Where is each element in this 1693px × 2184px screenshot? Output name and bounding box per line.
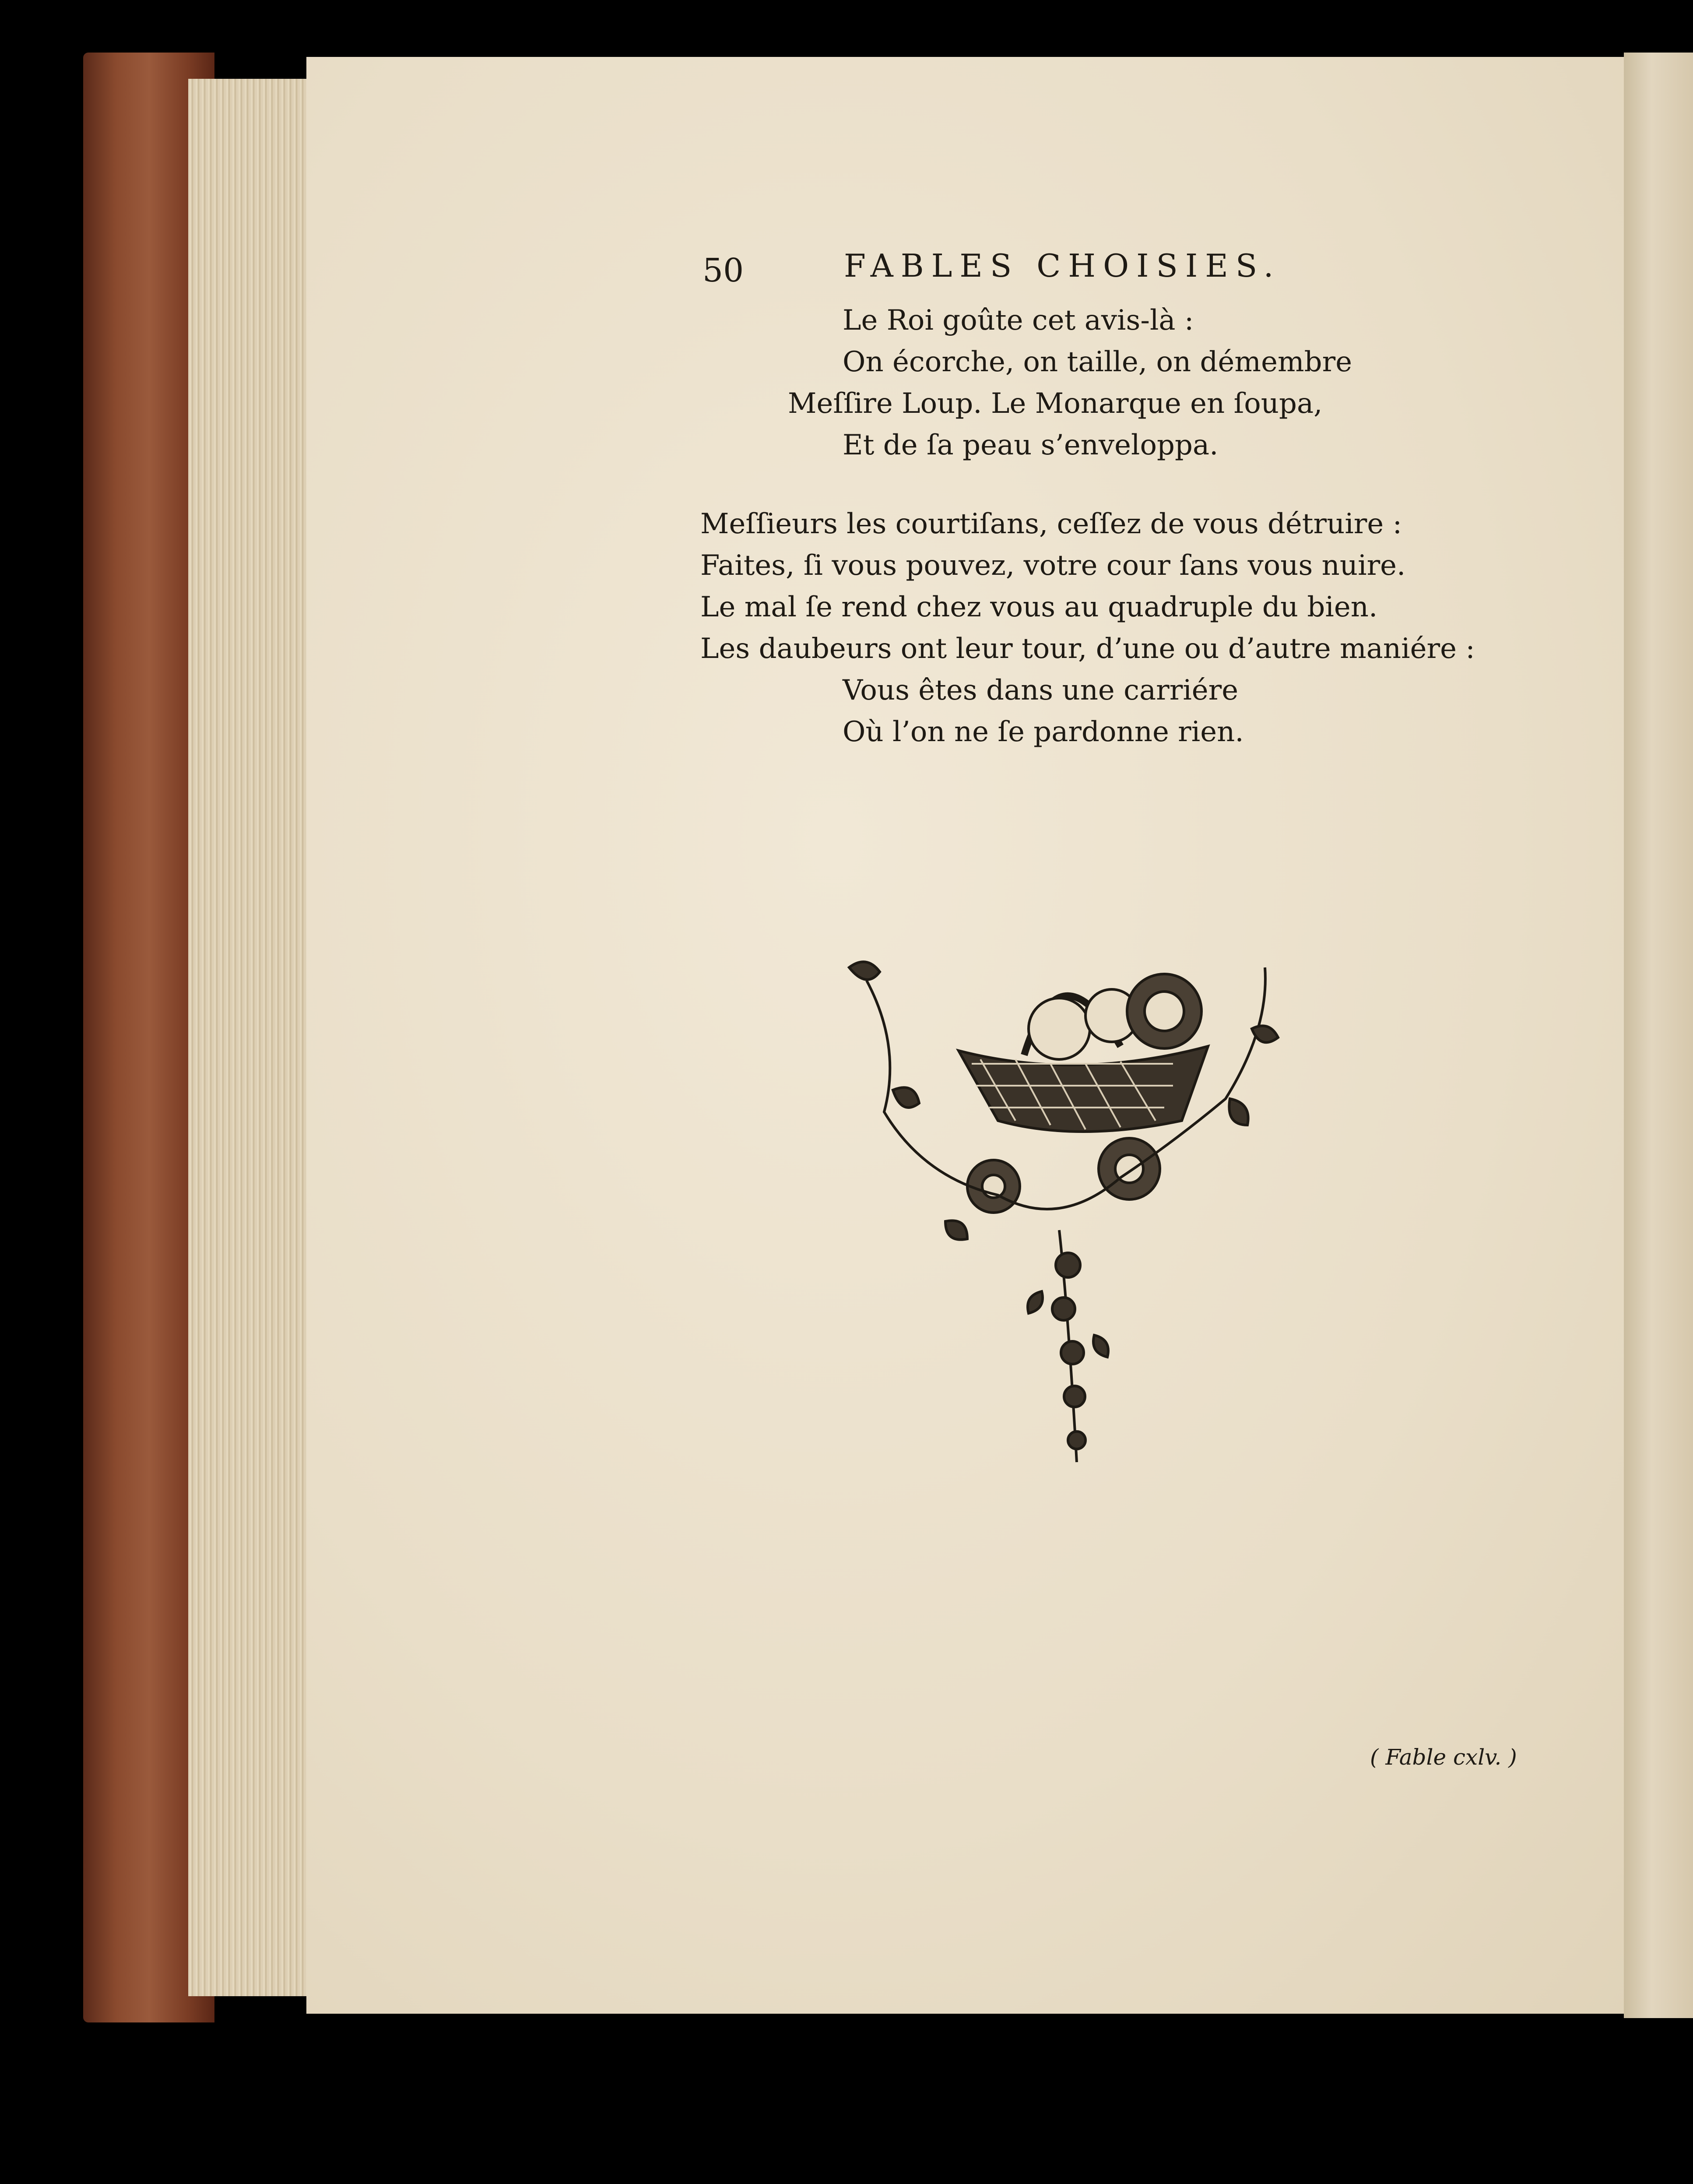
verse-line: Faites, ſi vous pouvez, votre cour ſans vous nuire. [700,549,1406,582]
verse-line: Et de ſa peau s’enveloppa. [843,429,1219,461]
verse-line: On écorche, on taille, on démembre [843,346,1352,378]
verse-line: Meſſieurs les courtiſans, ceſſez de vous détruire : [700,508,1402,540]
page-number: 50 [702,252,744,289]
verse-line: Le mal ſe rend chez vous au quadruple du bien. [700,591,1378,623]
page-edges [188,79,320,1996]
verse-line: Meſſire Loup. Le Monarque en ſoupa, [788,387,1323,420]
verse-line: Vous êtes dans une carriére [843,674,1239,707]
verse-line: Les daubeurs ont leur tour, d’une ou d’autre maniére : [700,633,1475,665]
verse-line: Le Roi goûte cet avis-là : [843,304,1194,337]
flower-basket-ornament [814,915,1339,1484]
fable-reference: ( Fable cxlv. ) [1370,1744,1517,1770]
running-title: FABLES CHOISIES. [844,247,1281,284]
next-page-edge [1624,53,1693,2018]
verse-line: Où l’on ne ſe pardonne rien. [843,716,1244,748]
